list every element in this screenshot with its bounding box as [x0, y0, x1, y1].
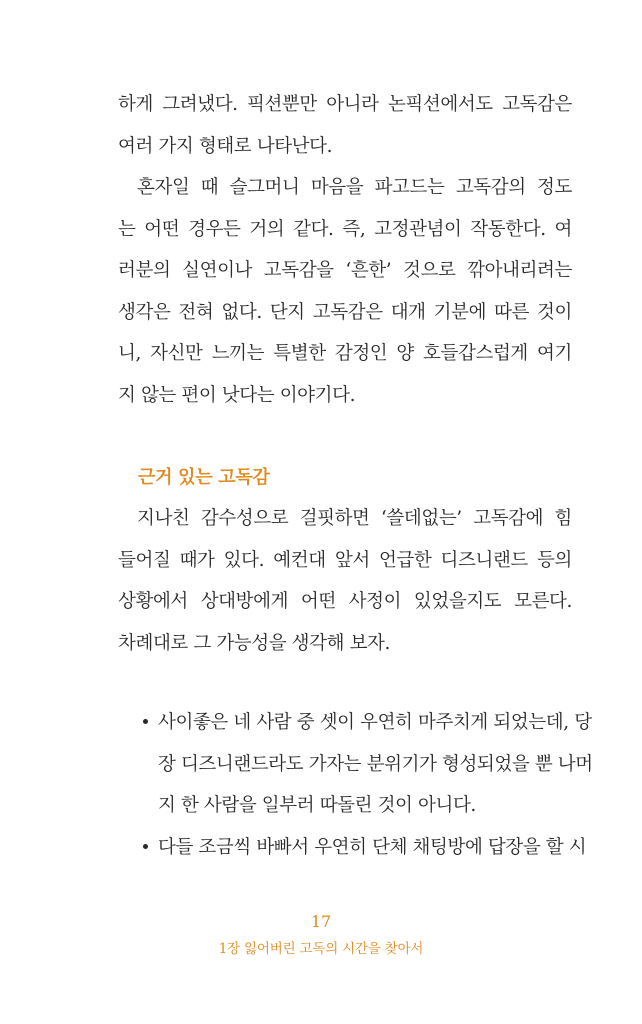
text-line: 혼자일 때 슬그머니 마음을 파고드는 고독감의 정도: [137, 177, 572, 198]
text-line: 생각은 전혀 없다. 단지 고독감은 대개 기분에 따른 것이: [118, 301, 572, 323]
section-heading: 근거 있는 고독감: [138, 467, 270, 488]
page-footer: [0, 910, 642, 961]
text-line: 지 한 사람을 일부러 따돌린 것이 아니다.: [158, 795, 476, 816]
page-number: 17: [310, 912, 332, 931]
text-line: 지나친 감수성으로 걸핏하면 ‘쓸데없는’ 고독감에 힘: [137, 508, 572, 529]
text-line: 들어질 때가 있다. 예컨대 앞서 언급한 디즈니랜드 등의: [118, 549, 572, 571]
text-line: 여러 가지 형태로 나타난다.: [118, 135, 333, 157]
text-line: 니, 자신만 느끼는 특별한 감정인 양 호들갑스럽게 여기: [118, 343, 572, 364]
paragraph-1: [118, 84, 572, 167]
text-line: 차례대로 그 가능성을 생각해 보자.: [118, 632, 390, 654]
bullet-item: [118, 702, 593, 827]
bullet-dot-icon: [143, 844, 148, 849]
text-line: 러분의 실연이나 고독감을 ‘흔한’ 것으로 깎아내리려는: [118, 260, 572, 281]
page-body: [118, 84, 593, 868]
text-line: 는 어떤 경우든 거의 같다. 즉, 고정관념이 작동한다. 여: [118, 218, 572, 240]
paragraph-3: [118, 498, 572, 664]
text-line: 사이좋은 네 사람 중 셋이 우연히 마주치게 되었는데, 당: [158, 712, 592, 733]
text-line: 장 디즈니랜드라도 가자는 분위기가 형성되었을 뿐 나머: [158, 753, 593, 775]
text-line: 하게 그려냈다. 픽션뿐만 아니라 논픽션에서도 고독감은: [118, 94, 572, 115]
bullet-item: [118, 827, 587, 869]
text-line: 지 않는 편이 낫다는 이야기다.: [118, 384, 356, 406]
text-line: 상황에서 상대방에게 어떤 사정이 있었을지도 모른다.: [118, 591, 572, 612]
bullet-dot-icon: [143, 719, 148, 724]
bullet-list: [118, 702, 593, 868]
paragraph-2: [118, 167, 572, 416]
chapter-title: 1장 잃어버린 고독의 시간을 찾아서: [218, 941, 424, 957]
text-line: 다들 조금씩 바빠서 우연히 단체 채팅방에 답장을 할 시: [158, 836, 587, 858]
